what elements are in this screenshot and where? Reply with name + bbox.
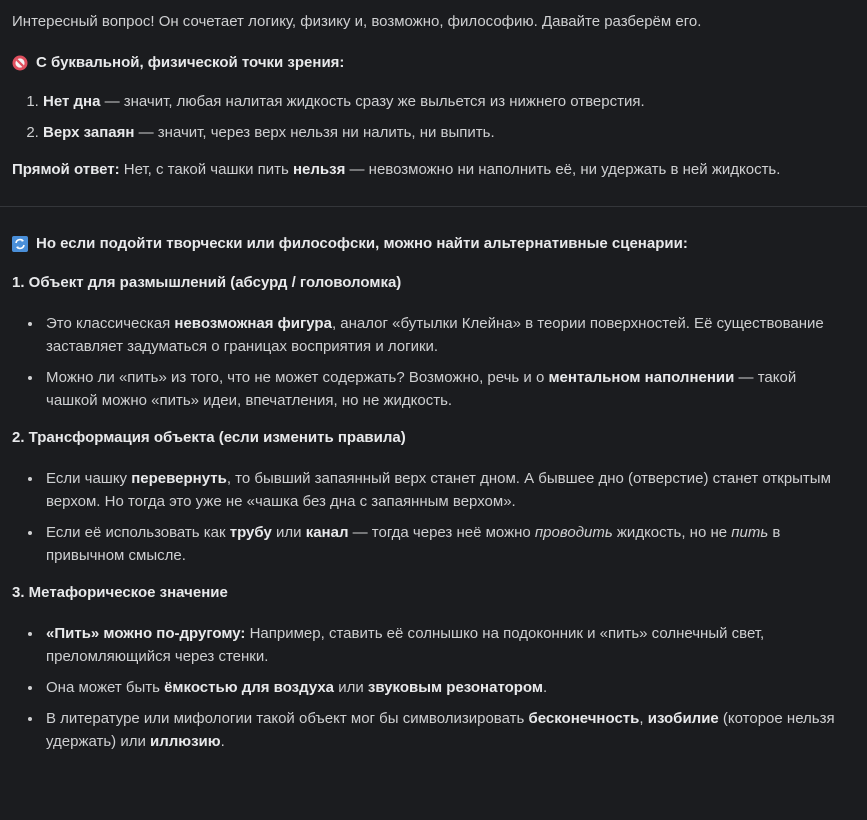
bullet-list [12, 467, 842, 567]
text: Если её использовать как [46, 524, 230, 541]
section1-heading-text: С буквальной, физической точки зрения: [36, 54, 345, 71]
text: Можно ли «пить» из того, что не может содержать? Возможно, речь и о [46, 369, 549, 386]
arrows-cycle-icon [12, 236, 28, 252]
text: Если чашку [46, 470, 132, 487]
list-item [43, 521, 842, 567]
text: . [220, 733, 225, 750]
bold-text: иллюзию [150, 733, 221, 750]
section1-heading [12, 51, 842, 74]
list-item [43, 676, 842, 699]
text: , [639, 710, 648, 727]
text: (которое нельзя удержать) или [46, 710, 835, 750]
text: , аналог «бутылки Клейна» в теории поверхностей. Её существование заставляет задуматься о границах восприятия и логики. [46, 315, 824, 355]
intro-text: Интересный вопрос! Он сочетает логику, физику и, возможно, философию. Давайте разберём его. [12, 13, 702, 30]
bullet-list [12, 312, 842, 412]
text: Например, ставить её солнышко на подоконник и «пить» солнечный свет, преломляющийся через стенки. [46, 625, 765, 665]
text: Нет, с такой чашки пить [119, 161, 293, 178]
list-item [43, 366, 842, 412]
italic-text: проводить [534, 524, 613, 541]
subsection-title: 1. Объект для размышлений (абсурд / головоломка) [12, 274, 402, 291]
bold-text: нельзя [292, 161, 346, 178]
bold-text: Верх запаян [43, 124, 135, 141]
direct-answer [12, 158, 842, 181]
bold-text: Прямой ответ: [12, 161, 120, 178]
bold-text: ментальном наполнении [548, 369, 735, 386]
list-item [43, 707, 842, 753]
bold-text: ёмкостью для воздуха [164, 679, 335, 696]
subsections [12, 271, 842, 753]
text: или [271, 524, 306, 541]
bold-text: перевернуть [131, 470, 227, 487]
section2-heading [12, 232, 842, 255]
text: — невозможно ни наполнить её, ни удержать в ней жидкость. [345, 161, 781, 178]
text: — тогда через неё можно [348, 524, 535, 541]
section2-heading-text: Но если подойти творчески или философски, можно найти альтернативные сценарии: [36, 235, 688, 252]
bold-text: Нет дна [43, 93, 101, 110]
text: Это классическая [46, 315, 175, 332]
text: или [334, 679, 368, 696]
subsection-title: 3. Метафорическое значение [12, 584, 228, 601]
bold-text: звуковым резонатором [367, 679, 543, 696]
section1-list [12, 90, 842, 144]
text: жидкость, но не [612, 524, 732, 541]
italic-text: пить [731, 524, 769, 541]
text: . [543, 679, 548, 696]
bold-text: невозможная фигура [174, 315, 332, 332]
bullet-list [12, 622, 842, 753]
text: — значит, любая налитая жидкость сразу же выльется из нижнего отверстия. [100, 93, 645, 110]
list-item [43, 312, 842, 358]
list-item [43, 622, 842, 668]
bold-text: трубу [229, 524, 272, 541]
list-item [43, 121, 842, 144]
text: в привычном смысле. [46, 524, 781, 564]
subsection-title: 2. Трансформация объекта (если изменить правила) [12, 429, 406, 446]
no-entry-icon [12, 55, 28, 71]
bold-text: канал [305, 524, 349, 541]
divider [0, 206, 867, 207]
text: — значит, через верх нельзя ни налить, ни выпить. [134, 124, 495, 141]
list-item [43, 467, 842, 513]
list-item [43, 90, 842, 113]
text: В литературе или мифологии такой объект мог бы символизировать [46, 710, 529, 727]
text: Она может быть [46, 679, 165, 696]
bold-text: «Пить» можно по-другому: [46, 625, 246, 642]
text: — такой чашкой можно «пить» идеи, впечатления, но не жидкость. [46, 369, 797, 409]
bold-text: изобилие [647, 710, 719, 727]
bold-text: бесконечность [528, 710, 640, 727]
text: , то бывший запаянный верх станет дном. А бывшее дно (отверстие) станет открытым верхом. Но тогда это уже не «чашка без дна с запаянным верхом». [46, 470, 831, 510]
